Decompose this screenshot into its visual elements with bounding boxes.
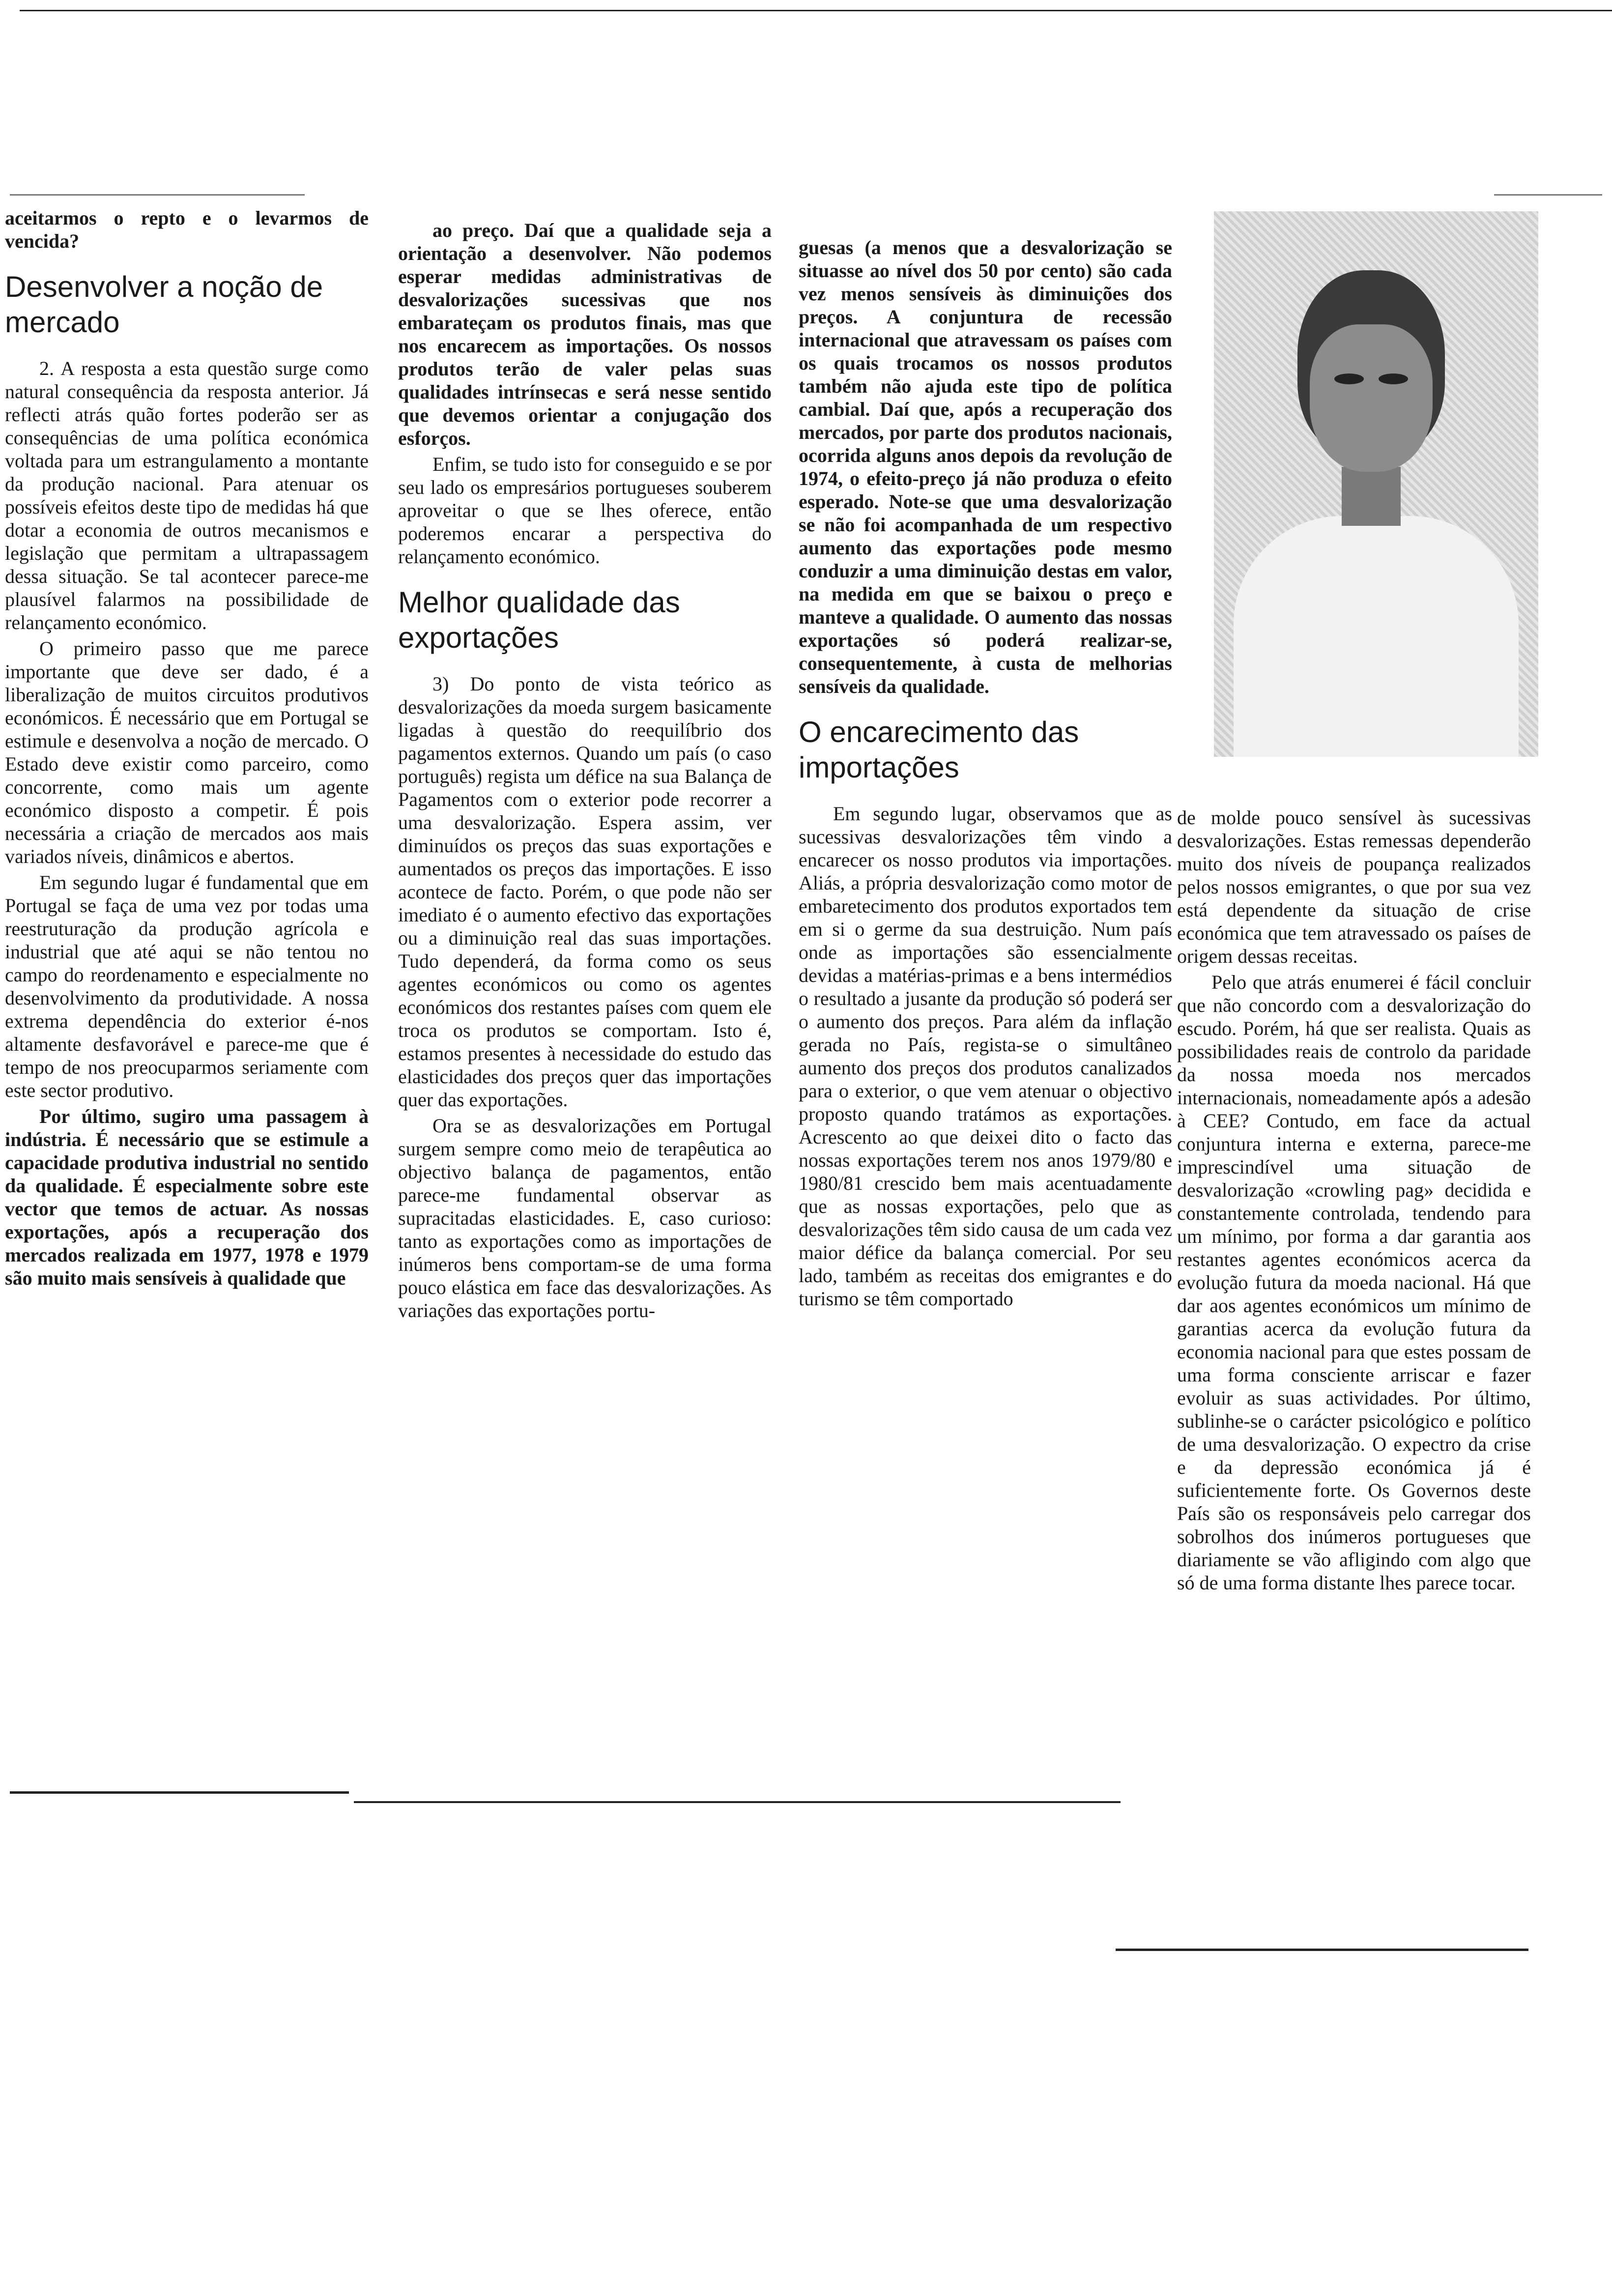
paragraph: 3) Do ponto de vista teórico as desvalorizações da moeda surgem basicamente ligadas à questão do reequilíbrio dos pagamentos externos. Quando um país (o caso português) regista um défice na sua Balança de Pagamentos com o exterior pode recorrer a uma desvalorização. Espera assim, ver diminuídos os preços das suas exportações e aumentados os preços das importações. E isso acontece de facto. Porém, o que pode não ser imediato é o aumento efectivo das exportações ou a diminuição real das suas importações. Tudo dependerá, da forma como os seus agentes económicos ou como os agentes económicos dos restantes países com quem ele troca os produtos se comportam. Isto é, estamos presentes à necessidade do estudo das elasticidades dos preços quer das importações quer das exportações. [398, 673, 772, 1111]
paragraph: Em segundo lugar, observamos que as sucessivas desvalorizações têm vindo a encarecer os nosso produtos via importações. Aliás, a própria desvalorização como motor de embaretecimento dos produtos exportados tem em si o germe da sua destruição. Num país onde as importações são essencialmente devidas a matérias-primas e a bens intermédios o resultado a jusante da produção só poderá ser o aumento dos preços. Para além da inflação gerada no País, regista-se o simultâneo aumento dos preços dos produtos canalizados para o exterior, o que vem atenuar o objectivo proposto quando tratámos as exportações. Acrescento ao que deixei dito o facto das nossas exportações terem nos anos 1979/80 e 1980/81 crescido bem mais acentuadamente que as nossas exportações, pelo que as desvalorizações têm sido causa de um cada vez maior défice da balança comercial. Por seu lado, também as receitas dos emigrantes e do turismo se têm comportado [799, 803, 1172, 1310]
paragraph: de molde pouco sensível às sucessivas desvalorizações. Estas remessas dependerão muito dos níveis de poupança realizados pelos nossos emigrantes, o que por sua vez está dependente da situação de crise económica que tem atravessado os países de origem dessas receitas. [1177, 806, 1531, 967]
column-top-rule-left [10, 194, 305, 196]
column-bottom-rule-1 [10, 1791, 349, 1794]
portrait-photo [1214, 211, 1538, 757]
article-column-3 [799, 236, 1172, 1764]
paragraph: ao preço. Daí que a qualidade seja a orientação a desenvolver. Não podemos esperar medidas administrativas de desvalorizações sucessivas que nos embarateçam os produtos finais, mas que nos encarecem as importações. Os nossos produtos terão de valer pelas suas qualidades intrínsecas e será nesse sentido que devemos orientar a conjugação dos esforços. [398, 219, 772, 449]
paragraph: Pelo que atrás enumerei é fácil concluir que não concordo com a desvalorização do escudo. Porém, há que ser realista. Quais as possibilidades reais de controlo da paridade da nossa moeda nos mercados internacionais, nomeadamente após a adesão à CEE? Contudo, em face da actual conjuntura interna e externa, parece-me imprescindível uma situação de desvalorização «crowling pag» decidida e constantemente controlada, tendendo para um mínimo, por forma a dar garantia aos restantes agentes económicos acerca da evolução futura da moeda nacional. Há que dar aos agentes económicos um mínimo de garantias acerca da evolução futura da economia nacional para que estes possam de uma forma consciente arriscar e fazer evoluir as suas actividades. Por último, sublinhe-se o carácter psicológico e político de uma desvalorização. O expectro da crise e da depressão económica já é suficientemente forte. Os Governos deste País são os responsáveis pelo carregar dos sobrolhos dos inúmeros portugueses que diariamente se vão afligindo com algo que só de uma forma distante lhes parece tocar. [1177, 971, 1531, 1594]
paragraph: 2. A resposta a esta questão surge como natural consequência da resposta anterior. Já reflecti atrás quão fortes poderão ser as consequências de uma política económica voltada para um estrangulamento a montante da produção nacional. Para atenuar os possíveis efeitos deste tipo de medidas há que dotar a economia de outros mecanismos e legislação que permitam a ultrapassagem dessa situação. Se tal acontecer parece-me plausível falarmos na possibilidade de relançamento económico. [5, 357, 369, 633]
article-column-2 [398, 219, 772, 1767]
article-column-1 [5, 206, 369, 1764]
section-heading: Melhor qualidade das exportações [398, 586, 680, 654]
column-bottom-rule-2 [354, 1801, 1121, 1803]
top-rule [20, 10, 1612, 11]
section-heading: O encarecimento das importações [799, 716, 1079, 784]
column-top-rule-right [1494, 194, 1602, 196]
paragraph: Em segundo lugar é fundamental que em Portugal se faça de uma vez por todas uma reestruturação da produção agrícola e industrial que até aqui se não tentou no campo do reordenamento e especialmente no desenvolvimento da produtividade. A nossa extrema dependência do exterior é-nos altamente desfavorável e parece-me que é tempo de nos preocuparmos seriamente com este sector produtivo. [5, 871, 369, 1101]
paragraph: Ora se as desvalorizações em Portugal surgem sempre como meio de terapêutica ao objectivo balança de pagamentos, então parece-me fundamental observar as supracitadas elasticidades. E, caso curioso: tanto as exportações como as importações de inúmeros bens comportam-se de uma forma pouco elástica em face das desvalorizações. As variações das exportações portu- [398, 1115, 772, 1321]
paragraph: Enfim, se tudo isto for conseguido e se por seu lado os empresários portugueses souberem aproveitar o que se lhes oferece, então poderemos encarar a perspectiva do relançamento económico. [398, 453, 772, 568]
paragraph: Por último, sugiro uma passagem à indústria. É necessário que se estimule a capacidade produtiva industrial no sentido da qualidade. É especialmente sobre este vector que temos de actuar. As nossas exportações, após a recuperação dos mercados realizada em 1977, 1978 e 1979 são muito mais sensíveis à qualidade que [5, 1105, 369, 1289]
column-bottom-rule-3 [1116, 1949, 1528, 1951]
article-column-4 [1177, 806, 1531, 1936]
paragraph: O primeiro passo que me parece importante que deve ser dado, é a liberalização de muitos circuitos produtivos económicos. É necessário que em Portugal se estimule e desenvolva a noção de mercado. O Estado deve existir como parceiro, como concorrente, como mais um agente económico disposto a competir. É pois necessária a criação de mercados aos mais variados níveis, dinâmicos e abertos. [5, 637, 369, 867]
paragraph: aceitarmos o repto e o levarmos de vencida? [5, 207, 369, 252]
paragraph: guesas (a menos que a desvalorização se situasse ao nível dos 50 por cento) são cada vez menos sensíveis às diminuições dos preços. A conjuntura de recessão internacional que atravessam os países com os quais trocamos os nossos produtos também não ajuda este tipo de política cambial. Daí que, após a recuperação dos mercados, por parte dos produtos nacionais, ocorrida alguns anos depois da revolução de 1974, o efeito-preço já não produza o efeito esperado. Note-se que uma desvalorização se não foi acompanhada de um respectivo aumento das exportações pode mesmo conduzir a uma diminuição destas em valor, na medida em que se baixou o preço e manteve a qualidade. O aumento das nossas exportações só poderá realizar-se, consequentemente, à custa de melhorias sensíveis da qualidade. [799, 236, 1172, 697]
section-heading: Desenvolver a noção de mercado [5, 270, 323, 339]
